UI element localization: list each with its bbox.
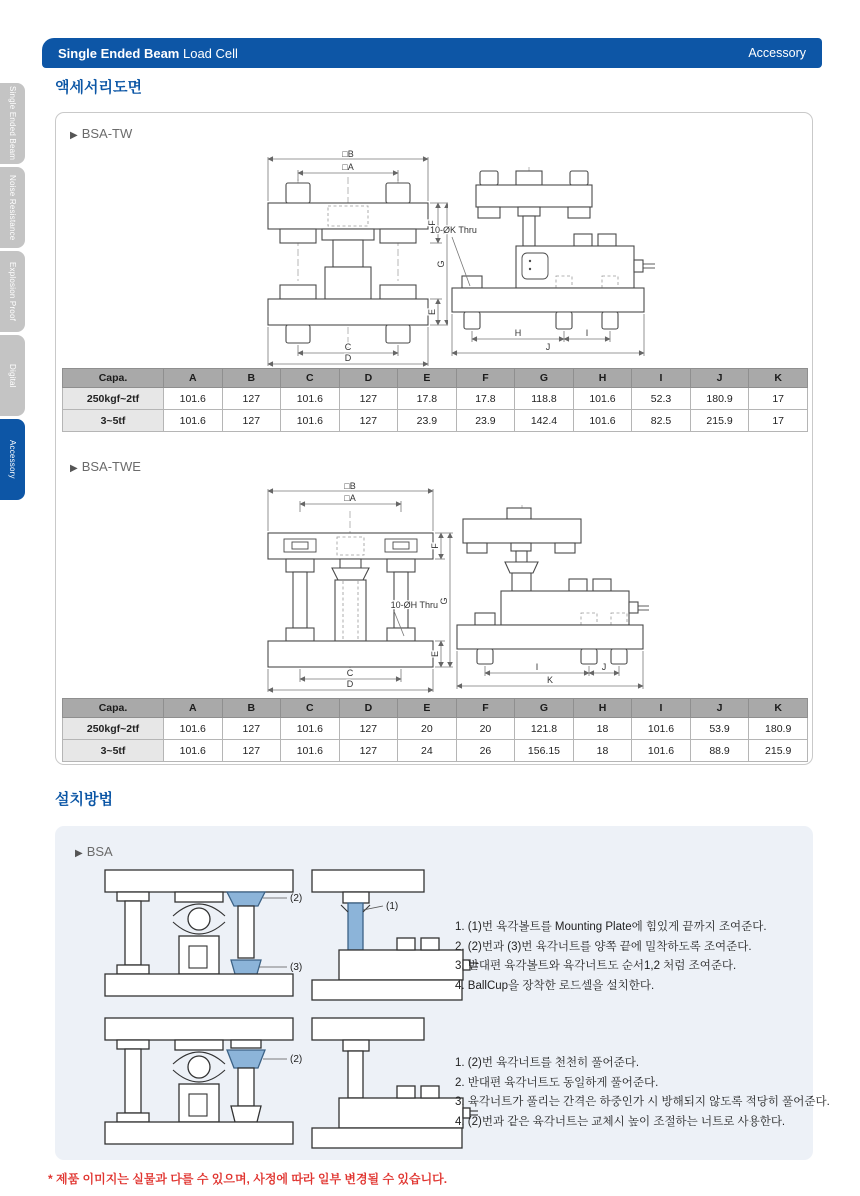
dimension-table-twe <box>62 698 808 762</box>
dim-label-d: D <box>346 679 354 689</box>
table-cell: 26 <box>456 740 515 762</box>
triangle-bullet-icon: ▶ <box>70 130 78 141</box>
dim-label-g: G <box>439 597 449 605</box>
table-row <box>63 740 808 762</box>
table-cell: 101.6 <box>281 388 340 410</box>
bsa-twe-front-drawing <box>248 481 453 693</box>
install-steps-1 <box>455 918 767 996</box>
table-cell: 82.5 <box>632 410 691 432</box>
instruction-line: 4. (2)번과 같은 육각너트는 교체시 높이 조절하는 너트로 사용한다. <box>455 1115 786 1128</box>
dim-label-k: K <box>546 675 554 685</box>
table-cell: 20 <box>398 718 457 740</box>
table-header-cell: F <box>456 699 515 718</box>
table-row <box>63 388 808 410</box>
table-header-cell: B <box>222 369 281 388</box>
table-cell: 101.6 <box>281 718 340 740</box>
instruction-line: 3. 육각너트가 풀리는 간격은 하중인가 시 방해되지 않도록 적당히 풀어준다. <box>455 1096 830 1108</box>
instruction-line: 4. BallCup을 장착한 로드셀을 설치한다. <box>455 979 655 992</box>
model-label-bsa: ▶ BSA <box>75 844 113 859</box>
header-category: Accessory <box>748 46 806 60</box>
callout-1: (1) <box>386 901 399 912</box>
install-step1-figure <box>97 866 482 1008</box>
instruction-line: 1. (2)번 육각너트를 천천히 풀어준다. <box>455 1057 640 1069</box>
sidebar-tab-single-ended-beam[interactable]: Single Ended Beam <box>0 83 25 164</box>
table-cell: 121.8 <box>515 718 574 740</box>
triangle-bullet-icon: ▶ <box>70 463 78 474</box>
dim-label-c: C <box>346 668 354 678</box>
table-cell: 127 <box>339 740 398 762</box>
callout-2: (2) <box>290 893 303 904</box>
table-cell: 127 <box>339 718 398 740</box>
table-cell: 250kgf~2tf <box>63 388 164 410</box>
table-cell: 180.9 <box>690 388 749 410</box>
table-header-cell: A <box>164 369 223 388</box>
sidebar-tab-noise-resistance[interactable]: Noise Resistance <box>0 167 25 248</box>
callout-3: (3) <box>290 962 303 973</box>
table-cell: 17.8 <box>398 388 457 410</box>
table-cell: 215.9 <box>749 740 808 762</box>
table-cell: 18 <box>573 740 632 762</box>
thru-label-tw: 10-ØK Thru <box>430 225 477 235</box>
dim-label-i: I <box>585 328 589 338</box>
page-title-bold: Single Ended Beam <box>58 45 180 61</box>
table-cell: 127 <box>222 718 281 740</box>
table-header-cell: H <box>573 369 632 388</box>
table-cell: 101.6 <box>632 718 691 740</box>
table-header-cell: H <box>573 699 632 718</box>
table-cell: 101.6 <box>164 410 223 432</box>
table-cell: 127 <box>339 388 398 410</box>
table-cell: 156.15 <box>515 740 574 762</box>
table-header-cell: J <box>690 369 749 388</box>
bsa-tw-side-drawing <box>424 165 664 365</box>
table-header-cell: K <box>749 369 808 388</box>
table-header-cell: E <box>398 699 457 718</box>
instruction-line: 3. 반대편 육각볼트와 육각너트도 순서1,2 처럼 조여준다. <box>455 960 737 972</box>
sidebar-tab-accessory[interactable]: Accessory <box>0 419 25 500</box>
table-header-cell: B <box>222 699 281 718</box>
dim-label-e: E <box>427 308 437 316</box>
table-cell: 101.6 <box>164 388 223 410</box>
table-cell: 180.9 <box>749 718 808 740</box>
bsa-twe-side-drawing <box>441 505 656 695</box>
model-label-bsa-tw: ▶ BSA-TW <box>70 126 133 141</box>
table-cell: 101.6 <box>164 740 223 762</box>
table-cell: 101.6 <box>281 410 340 432</box>
table-cell: 101.6 <box>573 388 632 410</box>
section-title-drawings: 액세서리도면 <box>55 79 142 96</box>
table-header-cell: I <box>632 369 691 388</box>
callout-2: (2) <box>290 1054 303 1065</box>
table-cell: 127 <box>222 388 281 410</box>
table-header-cell: Capa. <box>63 699 164 718</box>
instruction-line: 1. (1)번 육각볼트를 Mounting Plate에 힘있게 끝까지 조여준다. <box>455 921 767 933</box>
table-header-cell: G <box>515 369 574 388</box>
table-cell: 127 <box>339 410 398 432</box>
table-header-cell: I <box>632 699 691 718</box>
table-header-row <box>63 699 808 718</box>
table-header-cell: D <box>339 369 398 388</box>
table-cell: 127 <box>222 410 281 432</box>
header-bar <box>42 38 822 68</box>
table-cell: 250kgf~2tf <box>63 718 164 740</box>
table-cell: 20 <box>456 718 515 740</box>
sidebar-tab-explosion-proof[interactable]: Explosion Proof <box>0 251 25 332</box>
table-cell: 53.9 <box>690 718 749 740</box>
dim-label-e: E <box>430 650 440 658</box>
triangle-bullet-icon: ▶ <box>75 848 83 859</box>
dim-label-i: I <box>535 662 539 672</box>
table-cell: 88.9 <box>690 740 749 762</box>
table-cell: 101.6 <box>281 740 340 762</box>
table-header-row <box>63 369 808 388</box>
table-cell: 3~5tf <box>63 410 164 432</box>
installation-panel <box>55 826 830 1160</box>
table-cell: 18 <box>573 718 632 740</box>
table-header-cell: D <box>339 699 398 718</box>
dim-label-f: F <box>427 220 437 226</box>
table-cell: 101.6 <box>632 740 691 762</box>
instruction-line: 2. 반대편 육각너트도 동일하게 풀어준다. <box>455 1076 659 1089</box>
dim-label-a: □A <box>342 162 354 172</box>
table-cell: 23.9 <box>398 410 457 432</box>
table-header-cell: C <box>281 699 340 718</box>
instruction-line: 2. (2)번과 (3)번 육각너트를 양쪽 끝에 밀착하도록 조여준다. <box>455 940 752 953</box>
table-header-cell: C <box>281 369 340 388</box>
dim-label-j: J <box>545 342 551 352</box>
dim-label-a: □A <box>344 493 356 503</box>
thru-label-twe: 10-ØH Thru <box>390 600 438 610</box>
dim-label-f: F <box>430 543 440 549</box>
install-step2-figure <box>97 1014 482 1154</box>
dim-label-c: C <box>344 342 352 352</box>
dim-label-d: D <box>344 353 352 363</box>
footnote: * 제품 이미지는 실물과 다를 수 있으며, 사정에 따라 일부 변경될 수 있습니다. <box>48 1172 448 1186</box>
table-row <box>63 410 808 432</box>
page-title-rest: Load Cell <box>179 45 238 61</box>
table-cell: 3~5tf <box>63 740 164 762</box>
table-cell: 17 <box>749 410 808 432</box>
dim-label-b: □B <box>342 149 354 159</box>
table-cell: 24 <box>398 740 457 762</box>
dim-label-b: □B <box>344 481 356 491</box>
page-title <box>58 46 238 61</box>
model-label-bsa-twe: ▶ BSA-TWE <box>70 459 141 474</box>
table-header-cell: Capa. <box>63 369 164 388</box>
sidebar-tab-digital[interactable]: Digital <box>0 335 25 416</box>
table-header-cell: F <box>456 369 515 388</box>
table-header-cell: J <box>690 699 749 718</box>
table-cell: 17.8 <box>456 388 515 410</box>
table-cell: 17 <box>749 388 808 410</box>
dimension-table-tw <box>62 368 808 432</box>
table-header-cell: K <box>749 699 808 718</box>
table-header-cell: E <box>398 369 457 388</box>
table-cell: 52.3 <box>632 388 691 410</box>
dim-label-h: H <box>514 328 522 338</box>
section-title-installation: 설치방법 <box>55 791 113 808</box>
table-cell: 142.4 <box>515 410 574 432</box>
table-header-cell: G <box>515 699 574 718</box>
bsa-tw-front-drawing <box>248 149 448 367</box>
table-cell: 101.6 <box>573 410 632 432</box>
drawings-panel <box>55 112 813 765</box>
table-row <box>63 718 808 740</box>
table-cell: 127 <box>222 740 281 762</box>
table-cell: 101.6 <box>164 718 223 740</box>
table-cell: 118.8 <box>515 388 574 410</box>
table-cell: 23.9 <box>456 410 515 432</box>
dim-label-g: G <box>436 260 446 268</box>
table-header-cell: A <box>164 699 223 718</box>
table-cell: 215.9 <box>690 410 749 432</box>
dim-label-j: J <box>601 662 607 672</box>
install-steps-2 <box>455 1054 830 1132</box>
